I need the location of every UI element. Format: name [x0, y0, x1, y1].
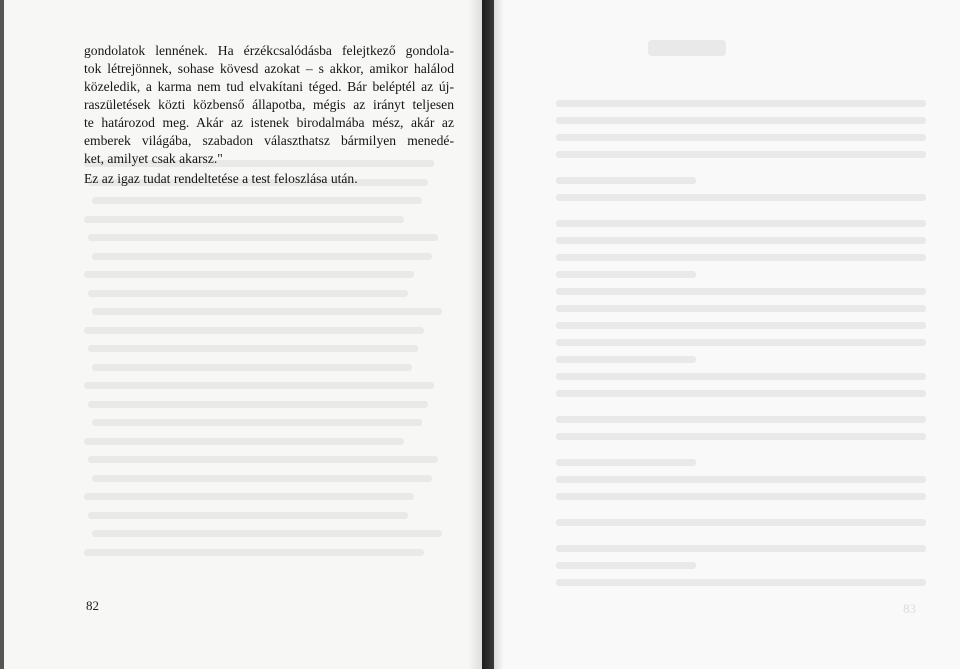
faded-line: [556, 254, 926, 261]
text-line: raszületések közti közbenső állapotba, mégis az irányt teljesen: [84, 97, 454, 112]
right-page: [494, 0, 960, 669]
closing-sentence: Ez az igaz tudat rendeltetése a test feloszlása után.: [84, 171, 358, 186]
faded-line: [556, 194, 926, 201]
faded-line: [556, 237, 926, 244]
book-gutter: [482, 0, 494, 669]
left-page: [4, 0, 482, 669]
faded-line: [556, 177, 696, 184]
faded-line: [556, 220, 926, 227]
show-through-line: [92, 530, 442, 537]
faded-line: [556, 390, 926, 397]
faded-line: [556, 476, 926, 483]
show-through-line: [84, 271, 414, 278]
text-line: tok létrejönnek, sohase kövesd azokat – s akkor, amikor halálod: [84, 61, 454, 76]
faded-line: [556, 356, 696, 363]
show-through-line: [88, 456, 438, 463]
faded-line: [556, 579, 926, 586]
show-through-line: [92, 253, 432, 260]
faded-line: [556, 305, 926, 312]
show-through-line: [84, 493, 414, 500]
faded-heading: [648, 40, 726, 56]
show-through-line: [92, 308, 442, 315]
faded-line: [556, 459, 696, 466]
faded-line: [556, 134, 926, 141]
faded-line: [556, 151, 926, 158]
show-through-line: [84, 382, 434, 389]
faded-line: [556, 339, 926, 346]
show-through-line: [88, 345, 418, 352]
show-through-line: [84, 438, 404, 445]
text-line: emberek világába, szabadon választhatsz bármilyen menedé-: [84, 133, 454, 148]
page-number-right: 83: [903, 601, 916, 616]
faded-line: [556, 288, 926, 295]
show-through-line: [84, 327, 424, 334]
show-through-line: [84, 216, 404, 223]
faded-line: [556, 416, 926, 423]
show-through-line: [92, 197, 422, 204]
faded-line: [556, 562, 696, 569]
faded-line: [556, 100, 926, 107]
faded-line: [556, 373, 926, 380]
show-through-line: [92, 419, 422, 426]
show-through-line: [88, 290, 408, 297]
faded-line: [556, 545, 926, 552]
faded-line: [556, 493, 926, 500]
body-text: [84, 42, 454, 188]
text-line: te határozod meg. Akár az istenek birodalmába mész, akár az: [84, 115, 454, 130]
text-line: ket, amilyet csak akarsz.": [84, 151, 223, 166]
faded-line: [556, 433, 926, 440]
faded-line: [556, 117, 926, 124]
faded-line: [556, 271, 696, 278]
show-through-line: [92, 364, 412, 371]
show-through-line: [88, 401, 428, 408]
show-through-line: [92, 475, 432, 482]
faded-line: [556, 519, 926, 526]
show-through-line: [88, 234, 438, 241]
show-through-line: [84, 549, 424, 556]
show-through-line: [88, 512, 408, 519]
faded-line: [556, 322, 926, 329]
text-line: közeledik, a karma nem tud elvakítani téged. Bár beléptél az új-: [84, 79, 454, 94]
text-line: gondolatok lennének. Ha érzékcsalódásba felejtkező gondola-: [84, 43, 454, 58]
page-number-left: 82: [86, 598, 99, 613]
